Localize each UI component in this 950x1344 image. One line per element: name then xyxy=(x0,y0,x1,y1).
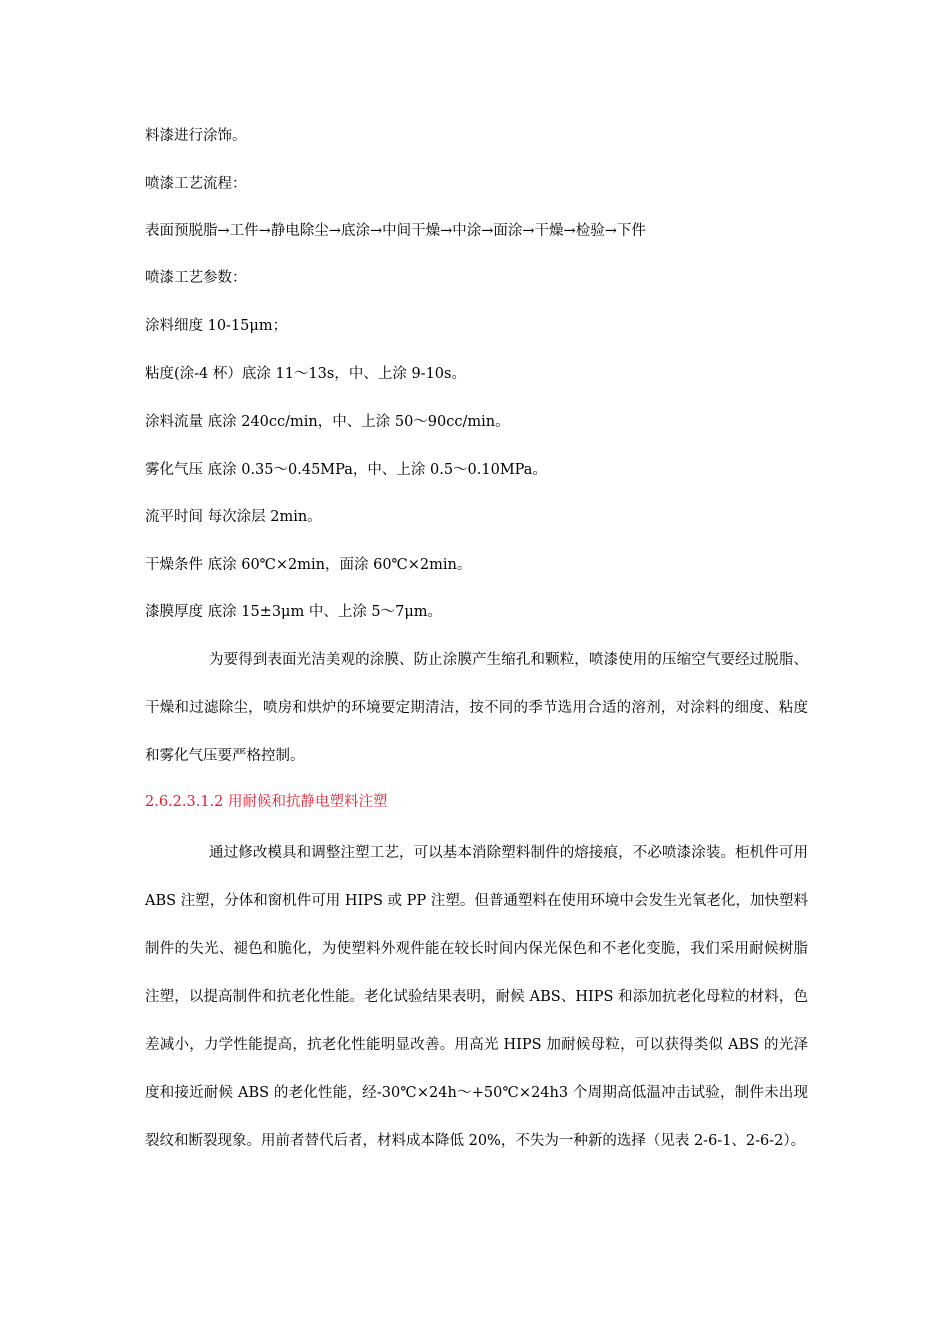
text-line-process-flow: 表面预脱脂→工件→静电除尘→底涂→中间干燥→中涂→面涂→干燥→检验→下件 xyxy=(145,223,646,239)
paragraph-weathering-plastics: 通过修改模具和调整注塑工艺，可以基本消除塑料制件的熔接痕，不必喷漆涂装。柜机件可用 ABS 注塑，分体和窗机件可用 HIPS 或 PP 注塑。但普通塑料在使用环境中会发生光氧老化，加快塑料制件的失光、褪色和脆化，为使塑料外观件能在较长时间内保光保色和不老化变脆，我们采用耐候树脂注塑，以提高制件和抗老化性能。老化试验结果表明，耐候 ABS、HIPS 和添加抗老化母粒的材料，色差减小，力学性能提高，抗老化性能明显改善。用高光 HIPS 加耐候母粒，可以获得类似 ABS 的光泽度和接近耐候 ABS 的老化性能，经-30℃×24h～+50℃×24h3 个周期高低温冲击试验，制件未出现裂纹和断裂现象。用前者替代后者，材料成本降低 20%，不失为一种新的选择（见表 2-6-1、2-6-2）。 xyxy=(145,845,808,1149)
text-line-params-label: 喷漆工艺参数： xyxy=(145,270,247,286)
text-line-param-flow: 涂料流量 底涂 240cc/min，中、上涂 50～90cc/min。 xyxy=(145,414,510,430)
text-line-param-pressure: 雾化气压 底涂 0.35～0.45MPa，中、上涂 0.5～0.10MPa。 xyxy=(145,462,547,478)
text-line-param-viscosity: 粘度(涂-4 杯）底涂 11～13s，中、上涂 9-10s。 xyxy=(145,366,466,382)
section-heading: 2.6.2.3.1.2 用耐候和抗静电塑料注塑 xyxy=(145,794,388,810)
text-line-intro-end: 料漆进行涂饰。 xyxy=(145,128,247,144)
text-line-param-fineness: 涂料细度 10-15μm； xyxy=(145,318,288,334)
paragraph-air-control: 为要得到表面光洁美观的涂膜、防止涂膜产生缩孔和颗粒，喷漆使用的压缩空气要经过脱脂、干燥和过滤除尘，喷房和烘炉的环境要定期清洁，按不同的季节选用合适的溶剂，对涂料的细度、粘度和雾化气压要严格控制。 xyxy=(145,652,808,764)
text-line-param-drying: 干燥条件 底涂 60℃×2min，面涂 60℃×2min。 xyxy=(145,557,472,573)
text-line-process-label: 喷漆工艺流程： xyxy=(145,176,247,192)
text-line-param-thickness: 漆膜厚度 底涂 15±3μm 中、上涂 5～7μm。 xyxy=(145,604,443,620)
text-line-param-leveling: 流平时间 每次涂层 2min。 xyxy=(145,509,322,525)
